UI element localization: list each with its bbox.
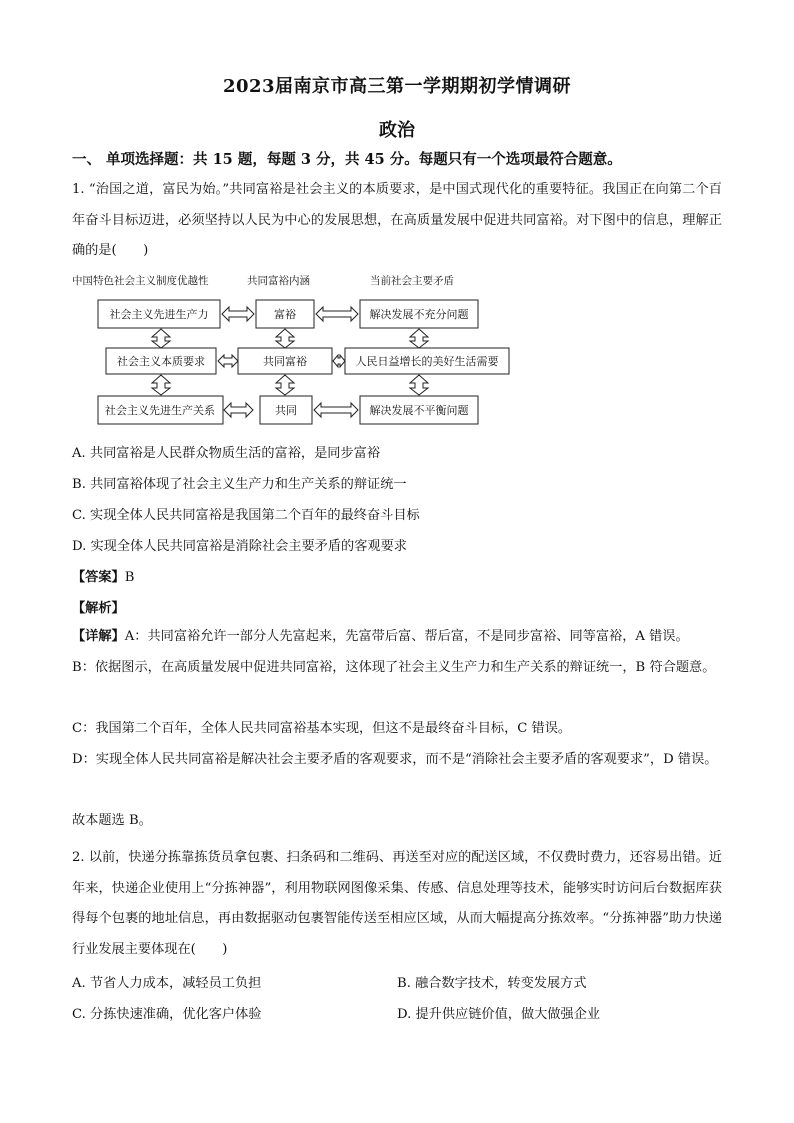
- diagram-arrow-v-1: [152, 329, 170, 348]
- diagram-arrow-v-2: [152, 375, 170, 395]
- diagram-left-1: 社会主义先进生产力: [109, 308, 209, 321]
- subject-title: 政治: [379, 120, 415, 141]
- detail-a: [72, 622, 722, 653]
- diagram-arrow-v-5: [410, 329, 428, 348]
- diagram-col-header-2: 共同富裕内涵: [247, 275, 310, 287]
- common-prosperity-diagram: [64, 270, 524, 430]
- question-1-stem: 1. “治国之道，富民为始。”共同富裕是社会主义的本质要求，是中国式现代化的重要特征。我国正在向第二个百年奋斗目标迈进，必须坚持以人民为中心的发展思想，在高质量发展中促进共同富裕。对下图中的信息，理解正确的是( ): [72, 182, 722, 258]
- diagram-arrow-h-4: [333, 355, 345, 367]
- diagram-arrow-h-5: [224, 403, 253, 417]
- section-heading: 一、 单项选择题：共 15 题，每题 3 分，共 45 分。每题只有一个选项最符合题意。: [72, 151, 622, 168]
- diagram-arrow-v-4: [276, 375, 294, 395]
- answer-line: [72, 566, 134, 585]
- diagram-arrow-v-6: [410, 375, 428, 395]
- diagram-mid-1: 富裕: [274, 308, 296, 321]
- diagram-mid-2: 共同富裕: [263, 355, 307, 368]
- diagram-col-header-3: 当前社会主要矛盾: [370, 275, 454, 287]
- question-1-option-c: C. 实现全体人民共同富裕是我国第二个百年的最终奋斗目标: [72, 508, 420, 523]
- diagram-left-2: 社会主义本质要求: [117, 355, 205, 368]
- diagram-left-3: 社会主义先进生产关系: [105, 404, 215, 417]
- detail-d: D：实现全体人民共同富裕是解决社会主要矛盾的客观要求，而不是“消除社会主要矛盾的客观要求”，D 错误。: [72, 752, 718, 767]
- question-2-stem: 2. 以前，快递分拣靠拣货员拿包裹、扫条码和二维码、再送至对应的配送区域，不仅费时费力，还容易出错。近年来，快递企业使用上“分拣神器”，利用物联网图像采集、传感、信息处理等技术，能够实时访问后台数据库获得每个包裹的地址信息，再由数据驱动包裹智能传送至相应区域，从而大幅提高分拣效率。“分拣神器”助力快递行业发展主要体现在( ): [72, 850, 722, 957]
- diagram-right-1: 解决发展不充分问题: [369, 308, 469, 321]
- question-1-option-d: D. 实现全体人民共同富裕是消除社会主要矛盾的客观要求: [72, 539, 407, 554]
- diagram-arrow-h-6: [314, 403, 358, 417]
- diagram-arrow-v-3: [276, 329, 294, 348]
- question-1-option-a: A. 共同富裕是人民群众物质生活的富裕，是同步富裕: [72, 446, 381, 461]
- detail-a-text: A：共同富裕允许一部分人先富起来，先富带后富、帮后富，不是同步富裕、同等富裕，A 错误。: [124, 629, 689, 644]
- detail-label: 【详解】: [72, 629, 125, 644]
- analysis-label: 【解析】: [72, 601, 125, 616]
- diagram-mid-3: 共同: [275, 404, 297, 417]
- diagram-arrow-h-3: [218, 355, 238, 367]
- question-2-option-a: A. 节省人力成本，减轻员工负担: [72, 976, 262, 991]
- answer-value: B: [124, 570, 135, 585]
- diagram-col-header-1: 中国特色社会主义制度优越性: [72, 275, 209, 287]
- question-2-option-d: D. 提升供应链价值，做大做强企业: [397, 1007, 601, 1022]
- question-2-option-b: B. 融合数字技术，转变发展方式: [397, 976, 587, 991]
- diagram-arrow-h-1: [222, 307, 254, 321]
- document-title: 2023届南京市高三第一学期期初学情调研: [222, 76, 572, 97]
- question-2-option-c: C. 分拣快速准确，优化客户体验: [72, 1007, 262, 1022]
- diagram-right-2: 人民日益增长的美好生活需要: [355, 355, 499, 368]
- question-1-option-b: B. 共同富裕体现了社会主义生产力和生产关系的辩证统一: [72, 477, 407, 492]
- answer-label: 【答案】: [72, 570, 125, 585]
- detail-b: B：依据图示，在高质量发展中促进共同富裕，这体现了社会主义生产力和生产关系的辩证统一，B 符合题意。: [72, 660, 716, 675]
- diagram-right-3: 解决发展不平衡问题: [369, 404, 469, 417]
- detail-c: C：我国第二个百年，全体人民共同富裕基本实现，但这不是最终奋斗目标，C 错误。: [72, 721, 572, 736]
- conclusion: 故本题选 B。: [72, 813, 152, 828]
- diagram-arrow-h-2: [316, 307, 358, 321]
